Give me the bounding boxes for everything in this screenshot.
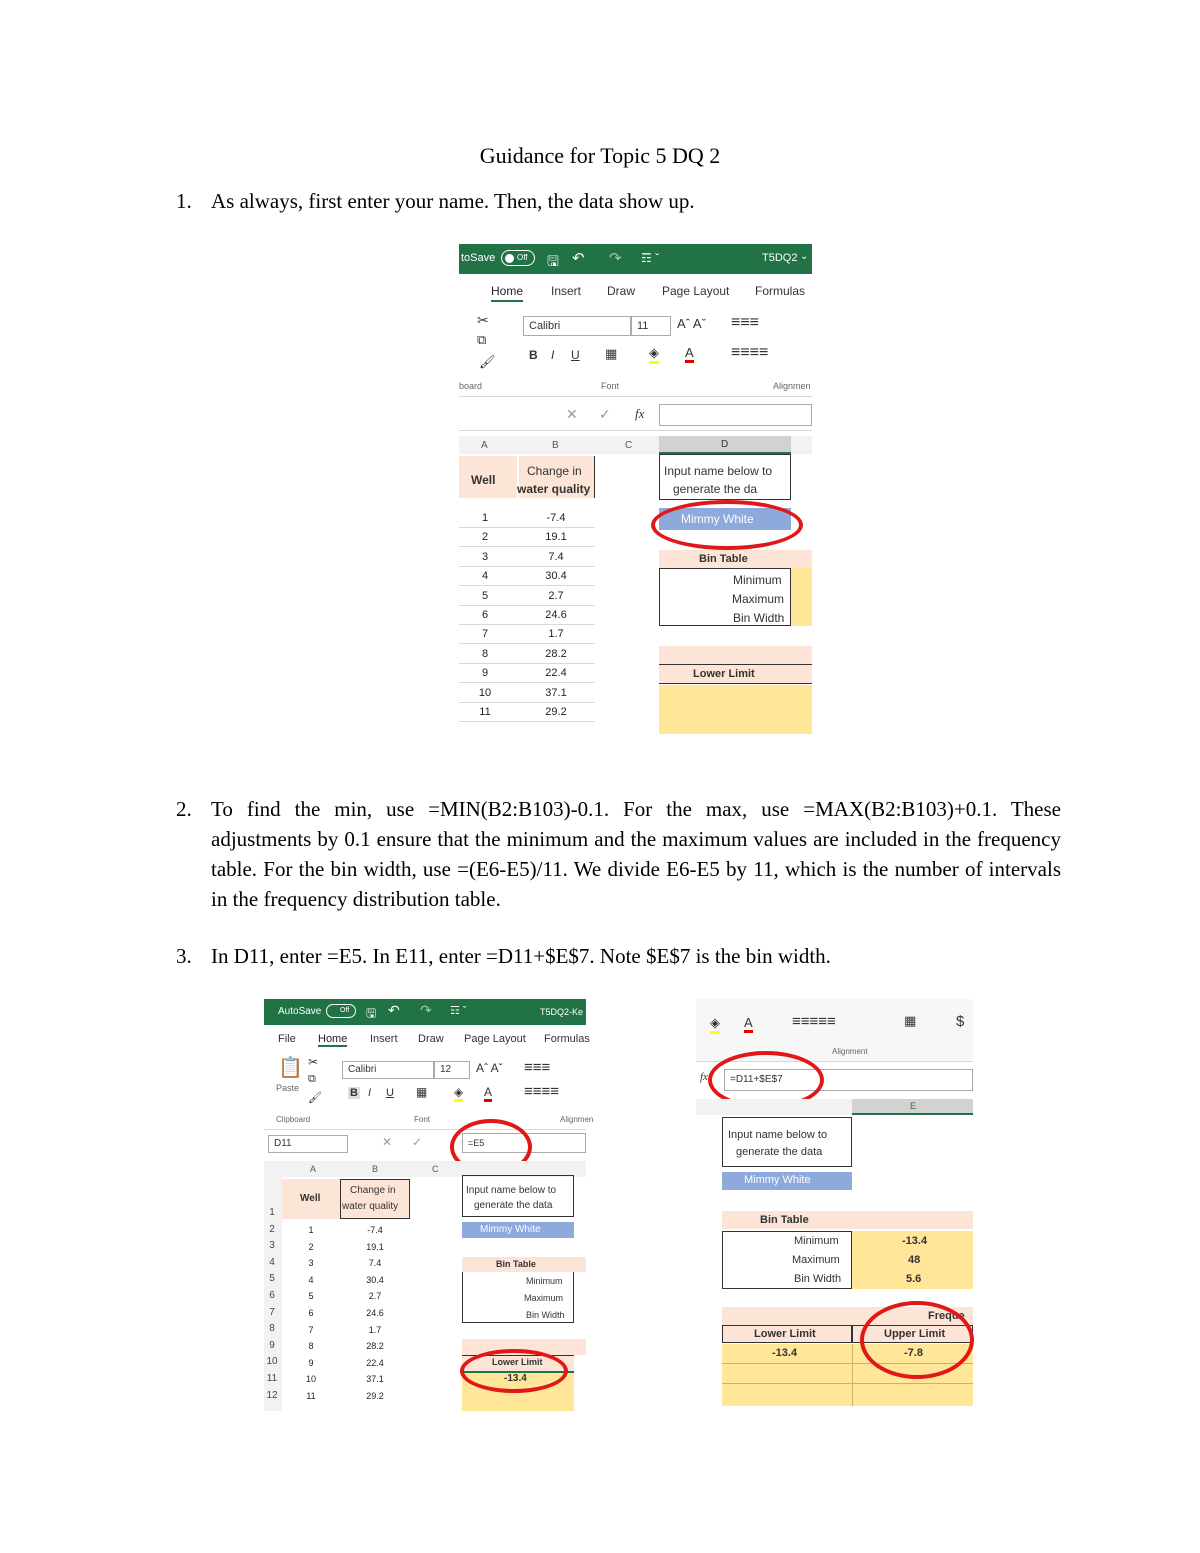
well-header-label: Well [471,473,496,487]
excel-screenshot-1 [459,244,812,734]
group-alignment: Alignment [832,1047,868,1056]
bin-values-column [791,568,812,626]
maximum-label: Maximum [792,1254,840,1266]
column-header-c[interactable]: C [432,1164,439,1174]
value-cell[interactable]: 22.4 [366,1357,384,1368]
italic-button[interactable]: I [368,1087,372,1099]
input-label-l2: generate the data [736,1146,823,1158]
input-label-l1: Input name below to [466,1185,557,1196]
cut-icon[interactable]: ✂ [477,312,489,328]
red-circle-annotation [860,1301,974,1379]
value-cell[interactable]: 37.1 [545,686,567,699]
customize-icon[interactable]: ☶ ˇ [450,1005,467,1017]
limit-values [659,685,812,734]
bin-table-label: Bin Table [760,1214,809,1226]
name-value: Mimmy White [744,1174,811,1186]
tab-page-layout[interactable]: Page Layout [464,1033,526,1045]
enter-icon[interactable]: ✓ [412,1135,423,1149]
underline-button[interactable]: U [386,1087,394,1099]
bin-width-label: Bin Width [733,611,785,625]
freq-header [659,646,812,664]
lower-limit-value: -13.4 [772,1347,798,1359]
column-header-d-selected[interactable] [659,436,791,454]
well-cell[interactable]: 9 [308,1357,314,1368]
italic-button[interactable]: I [551,348,555,362]
input-label-l1: Input name below to [728,1129,828,1141]
borders-icon[interactable]: ▦ [416,1085,428,1099]
fx-label: fx [700,1071,708,1083]
page-title: Guidance for Topic 5 DQ 2 [479,143,721,168]
file-name[interactable]: T5DQ2 [762,252,798,264]
font-color-icon[interactable]: A [744,1015,753,1033]
value-cell[interactable]: 1.7 [368,1324,382,1335]
row-gridline [459,585,595,586]
value-cell[interactable]: 7.4 [368,1258,382,1269]
input-label-l2: generate the data [474,1200,553,1211]
row-gridline [459,721,595,722]
column-header-a[interactable]: A [481,440,488,451]
align-left-icon[interactable]: ≡≡≡≡ [524,1083,560,1100]
well-cell[interactable]: 2 [481,531,489,544]
font-name-select[interactable] [342,1061,434,1079]
tab-formulas[interactable]: Formulas [544,1033,590,1045]
font-color-icon[interactable]: A [685,345,694,363]
row-header[interactable]: 2 [269,1223,275,1235]
tab-home[interactable]: Home [318,1033,348,1045]
cancel-icon[interactable]: ✕ [566,406,578,422]
align-left-icon[interactable]: ≡≡≡≡≡ [792,1013,836,1030]
row-header[interactable]: 10 [266,1356,278,1368]
well-header-label: Well [300,1193,321,1204]
file-name[interactable]: T5DQ2-Ke [540,1007,584,1017]
value-cell[interactable]: 19.1 [545,531,567,544]
group-clipboard: board [459,381,483,391]
font-name-value: Calibri [348,1064,377,1075]
name-box-value: D11 [274,1138,292,1149]
step-number: 1. [176,189,192,213]
tab-file[interactable]: File [278,1033,296,1045]
well-cell[interactable]: 7 [481,628,489,641]
minimum-label: Minimum [794,1235,839,1247]
group-alignment: Alignmen [560,1115,594,1124]
value-cell[interactable]: 30.4 [366,1274,384,1285]
font-size-value: 12 [440,1064,452,1075]
column-header-e: E [910,1101,917,1111]
chevron-down-icon[interactable]: ⌄ [800,251,809,262]
row-gridline [459,682,595,683]
value-cell[interactable]: 22.4 [545,667,567,680]
well-cell[interactable]: 10 [305,1374,316,1385]
column-header-b[interactable]: B [372,1164,379,1174]
well-cell[interactable]: 7 [308,1324,314,1335]
upper-limit-value: -7.8 [904,1347,923,1359]
format-painter-icon[interactable]: 🖌 [308,1092,322,1104]
value-cell[interactable]: 19.1 [366,1241,384,1252]
well-cell[interactable]: 11 [479,706,491,718]
fill-color-icon[interactable]: ◈ [454,1085,463,1102]
excel-screenshot-2 [264,999,594,1411]
autosave-toggle[interactable] [326,1004,356,1018]
row-header[interactable]: 3 [269,1240,275,1252]
copy-icon[interactable]: ⧉ [477,332,487,347]
value-cell[interactable]: 29.2 [545,706,567,718]
tab-insert[interactable]: Insert [370,1033,398,1045]
row-gridline [459,663,595,664]
font-name-select[interactable] [523,316,631,336]
tab-insert[interactable]: Insert [551,284,582,298]
align-left-icon[interactable]: ≡≡≡≡ [731,344,769,361]
well-cell[interactable]: 4 [481,570,489,583]
column-header-a[interactable]: A [310,1164,317,1174]
align-top-icon[interactable]: ≡≡≡ [731,314,760,331]
row-header[interactable]: 8 [269,1323,275,1335]
bin-table-label: Bin Table [699,553,748,565]
toggle-label: Off [517,253,528,262]
align-top-icon[interactable]: ≡≡≡ [524,1059,551,1076]
row-gridline [459,702,595,703]
row-header[interactable]: 7 [269,1306,275,1318]
value-cell[interactable]: -7.4 [546,512,566,524]
customize-icon[interactable]: ☶ ˇ [641,251,660,265]
redo-icon[interactable]: ↷ [609,250,622,267]
name-value: Mimmy White [480,1224,541,1235]
format-painter-icon[interactable]: 🖌 [479,354,496,369]
maximum-label: Maximum [524,1293,564,1303]
formula-value: =D11+$E$7 [730,1074,783,1085]
font-size-select[interactable] [631,316,671,336]
change-header-l2: water quality [517,482,591,496]
fx-label: fx [635,406,645,421]
group-alignment: Alignmen [773,381,811,391]
upper-limit-label: Upper Limit [884,1328,946,1340]
column-header-d: D [721,439,729,450]
grow-font-icon[interactable]: Aˆ Aˇ [677,316,706,331]
tab-draw[interactable]: Draw [607,284,636,298]
row-gridline [459,624,595,625]
lower-limit-label: Lower Limit [492,1357,543,1367]
lower-limit-label: Lower Limit [754,1328,816,1340]
undo-icon[interactable]: ↶ [572,250,585,267]
row-header[interactable]: 11 [266,1373,278,1384]
row-gridline [459,605,595,606]
fill-color-icon[interactable]: ◈ [649,345,659,364]
column-header-b[interactable]: B [552,440,559,451]
value-cell[interactable]: 37.1 [366,1374,384,1385]
row-header[interactable]: 9 [269,1339,275,1351]
maximum-value: 48 [908,1254,921,1266]
paste-icon[interactable]: 📋 [278,1057,303,1079]
value-cell[interactable]: 29.2 [366,1391,384,1401]
value-cell[interactable]: 1.7 [548,628,564,641]
value-cell[interactable]: 24.6 [366,1308,384,1318]
value-cell[interactable]: 28.2 [545,647,567,660]
well-cell[interactable]: 2 [308,1241,314,1252]
well-cell[interactable]: 4 [308,1274,314,1285]
row-header[interactable]: 5 [269,1273,275,1285]
font-size-value: 11 [637,320,649,332]
change-header-l1: Change in [527,464,582,478]
limit-col-line [852,1344,853,1406]
bin-table-label: Bin Table [496,1259,536,1269]
well-cell[interactable]: 8 [481,647,489,660]
well-cell[interactable]: 1 [308,1225,314,1235]
column-header-c[interactable]: C [625,440,633,451]
autosave-label: toSave [461,252,496,264]
ribbon-divider [459,396,812,397]
well-cell[interactable]: 9 [481,667,489,680]
minimum-label: Minimum [526,1276,563,1286]
value-cell[interactable]: 24.6 [545,609,567,621]
paste-label[interactable]: Paste [276,1083,300,1093]
step-text: To find the min, use =MIN(B2:B103)-0.1. For the max, use =MAX(B2:B103)+0.1. These adjustments by 0.1 ensure that the minimum and the maximum values are included in the frequency table. For the bin width, use =(E6-E5)/11. We divide E6-E5 by 11, which is the number of intervals in the frequency distribution table. [211,797,1061,911]
group-clipboard: Clipboard [276,1115,311,1124]
value-cell[interactable]: 2.7 [548,589,564,602]
excel-screenshot-3 [696,999,973,1407]
well-cell[interactable]: 5 [308,1291,314,1302]
redo-icon[interactable]: ↷ [420,1002,432,1018]
group-font: Font [414,1115,431,1124]
tab-formulas[interactable]: Formulas [755,284,806,298]
font-color-icon[interactable]: A [484,1085,492,1102]
enter-icon[interactable]: ✓ [599,406,611,422]
row-gridline [459,527,595,528]
toggle-label: Off [340,1007,350,1014]
borders-icon[interactable]: ▦ [605,346,618,361]
formula-bar[interactable] [659,404,812,426]
column-header-e-selected[interactable] [852,1099,973,1115]
step-number: 2. [176,797,192,821]
undo-icon[interactable]: ↶ [388,1002,400,1018]
formula-divider [459,430,812,431]
maximum-label: Maximum [732,592,785,606]
row-header[interactable]: 6 [269,1290,275,1301]
change-header-l1: Change in [350,1185,396,1196]
font-name-value: Calibri [529,320,561,332]
well-cell[interactable]: 3 [308,1258,314,1269]
font-size-select[interactable] [434,1061,470,1079]
underline-button[interactable]: U [571,348,580,362]
lower-limit-label: Lower Limit [693,668,755,680]
bold-button[interactable]: B [529,348,538,362]
tab-page-layout[interactable]: Page Layout [662,284,730,298]
minimum-value: -13.4 [902,1235,928,1247]
bold-button[interactable]: B [350,1087,358,1099]
value-cell[interactable]: 30.4 [545,570,567,583]
row-header[interactable]: 12 [266,1389,278,1401]
well-cell[interactable]: 1 [481,512,489,524]
well-cell[interactable]: 11 [306,1391,316,1401]
merge-icon[interactable]: ▦ [904,1013,917,1028]
copy-icon[interactable]: ⧉ [308,1073,316,1085]
bin-width-value: 5.6 [906,1273,922,1285]
toggle-knob [505,254,514,263]
value-cell[interactable]: 28.2 [366,1341,384,1352]
well-cell[interactable]: 3 [481,550,489,563]
cancel-icon[interactable]: ✕ [382,1135,393,1149]
value-cell[interactable]: 7.4 [548,550,564,563]
name-value: Mimmy White [681,512,754,526]
well-cell[interactable]: 6 [308,1308,314,1318]
fill-color-icon[interactable]: ◈ [710,1015,720,1034]
bin-width-label: Bin Width [526,1310,565,1320]
tab-home[interactable]: Home [491,284,523,302]
value-cell[interactable]: -7.4 [367,1225,383,1235]
currency-label[interactable]: $ [956,1013,965,1030]
formula-value: =E5 [468,1138,485,1148]
red-circle-annotation [460,1349,568,1393]
row-gridline [459,566,595,567]
group-font: Font [601,381,620,391]
save-icon[interactable]: 🖫 [366,1006,377,1020]
well-cell[interactable]: 8 [308,1341,314,1352]
name-box[interactable] [268,1135,348,1153]
well-cell[interactable]: 10 [478,686,492,699]
change-header-l2: water quality [342,1201,399,1212]
input-label-box [722,1117,852,1167]
ribbon-divider [264,1129,586,1130]
red-circle-annotation [651,500,803,550]
row-header[interactable]: 4 [269,1256,275,1268]
cut-icon[interactable]: ✂ [308,1055,319,1069]
grow-font-icon[interactable]: Aˆ Aˇ [476,1061,503,1075]
row-gridline [459,546,595,547]
minimum-label: Minimum [733,573,782,587]
value-cell[interactable]: 2.7 [368,1291,382,1302]
lower-limit-value: -13.4 [504,1373,527,1384]
row-header[interactable]: 1 [269,1207,275,1218]
input-label-l1: Input name below to [664,464,773,478]
bin-width-label: Bin Width [794,1273,842,1285]
step-text: In D11, enter =E5. In E11, enter =D11+$E$7. Note $E$7 is the bin width. [211,944,831,968]
limit-row-line [722,1383,973,1384]
autosave-label: AutoSave [278,1006,322,1017]
step-number: 3. [176,944,192,968]
well-cell[interactable]: 6 [481,609,489,621]
save-icon[interactable]: 🖫 [547,253,559,269]
row-gridline [459,643,595,644]
input-label-l2: generate the da [673,482,758,496]
well-cell[interactable]: 5 [481,589,489,602]
step-text: As always, first enter your name. Then, the data show up. [211,189,695,213]
frequency-label: Freque [928,1310,965,1322]
tab-draw[interactable]: Draw [418,1033,444,1045]
